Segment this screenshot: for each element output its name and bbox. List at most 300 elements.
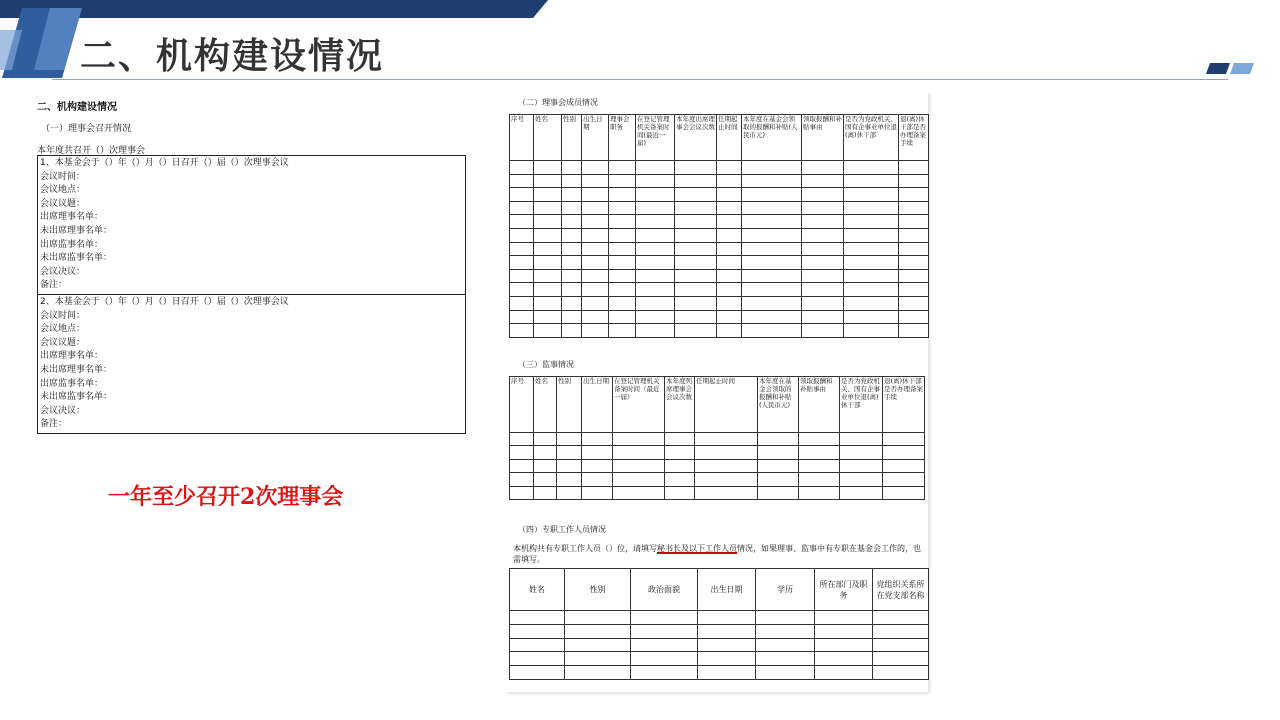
column-header: 本年度在基金会领取的报酬和补贴(人民币元) [758,377,799,433]
blank-cell[interactable] [510,310,534,324]
column-header: 退(离)休干部是否办理备案手续 [883,377,925,433]
blank-cell[interactable] [534,215,562,229]
blank-cell[interactable] [802,215,844,229]
blank-cell[interactable] [636,242,675,256]
blank-cell[interactable] [510,638,565,652]
blank-cell[interactable] [840,473,883,486]
blank-cell[interactable] [636,310,675,324]
blank-cell[interactable] [717,269,742,283]
blank-cell[interactable] [636,174,675,188]
table-row [510,624,929,638]
blank-cell[interactable] [899,256,929,270]
table-row [510,446,925,459]
blank-cell[interactable] [758,473,799,486]
blank-cell[interactable] [534,161,562,175]
column-header: 序号 [510,377,534,433]
blank-cell[interactable] [609,161,636,175]
blank-cell[interactable] [873,652,929,666]
meeting-record [38,156,465,295]
blank-cell[interactable] [844,269,899,283]
blank-cell[interactable] [562,228,582,242]
blank-cell[interactable] [698,638,756,652]
blank-cell[interactable] [510,201,534,215]
blank-cell[interactable] [510,666,565,680]
blank-cell[interactable] [899,296,929,310]
blank-cell[interactable] [582,161,609,175]
blank-cell[interactable] [609,174,636,188]
blank-cell[interactable] [717,310,742,324]
blank-cell[interactable] [534,459,557,472]
blank-cell[interactable] [510,283,534,297]
column-header: 姓名 [534,115,562,161]
blank-cell[interactable] [756,666,815,680]
blank-cell[interactable] [613,446,665,459]
blank-cell[interactable] [717,296,742,310]
blank-cell[interactable] [534,296,562,310]
blank-cell[interactable] [695,446,758,459]
blank-cell[interactable] [534,324,562,338]
blank-cell[interactable] [534,188,562,202]
blank-cell[interactable] [636,215,675,229]
blank-cell[interactable] [698,666,756,680]
blank-cell[interactable] [802,256,844,270]
blank-cell[interactable] [510,433,534,446]
blank-cell[interactable] [758,433,799,446]
blank-cell[interactable] [742,201,802,215]
blank-cell[interactable] [609,310,636,324]
blank-cell[interactable] [609,228,636,242]
blank-cell[interactable] [758,486,799,499]
blank-cell[interactable] [534,242,562,256]
column-header: 是否为党政机关、国有企事业单位退(离)休干部 [844,115,899,161]
blank-cell[interactable] [562,324,582,338]
blank-cell[interactable] [899,324,929,338]
blank-cell[interactable] [565,638,631,652]
blank-cell[interactable] [802,310,844,324]
blank-cell[interactable] [613,459,665,472]
blank-cell[interactable] [717,215,742,229]
blank-cell[interactable] [562,215,582,229]
blank-cell[interactable] [510,446,534,459]
blank-cell[interactable] [631,652,698,666]
blank-cell[interactable] [510,215,534,229]
column-header: 在登记管理机关备案时间(最近一届) [636,115,675,161]
blank-cell[interactable] [899,269,929,283]
staff-table [509,568,929,680]
blank-cell[interactable] [534,269,562,283]
blank-cell[interactable] [510,188,534,202]
blank-cell[interactable] [899,242,929,256]
blank-cell[interactable] [756,652,815,666]
meeting-field-label: 未出席监事名单： [40,392,113,403]
title-divider [52,79,1228,80]
blank-cell[interactable] [717,283,742,297]
meeting-title: 1、本基金会于（）年（）月（）日召开（）届（）次理事会议 [40,158,289,168]
section4-title: （四）专职工作人员情况 [518,525,606,534]
blank-cell[interactable] [844,188,899,202]
blank-cell[interactable] [636,228,675,242]
table-row [510,296,929,310]
meeting-field-label: 会议地点： [40,185,86,196]
blank-cell[interactable] [609,269,636,283]
blank-cell[interactable] [510,624,565,638]
table-row [510,174,929,188]
blank-cell[interactable] [883,486,925,499]
blank-cell[interactable] [899,188,929,202]
blank-cell[interactable] [899,228,929,242]
blank-cell[interactable] [698,624,756,638]
meeting-count-line: 本年度共召开（）次理事会 [37,146,146,156]
blank-cell[interactable] [758,446,799,459]
blank-cell[interactable] [758,459,799,472]
blank-cell[interactable] [844,161,899,175]
blank-cell[interactable] [582,473,613,486]
blank-cell[interactable] [582,256,609,270]
meeting-box [37,155,466,434]
blank-cell[interactable] [510,161,534,175]
table-row [510,256,929,270]
blank-cell[interactable] [562,296,582,310]
column-header: 党组织关系所在党支部名称 [873,569,929,611]
table-row [510,269,929,283]
blank-cell[interactable] [844,201,899,215]
column-header: 领取报酬和补贴事由 [799,377,840,433]
blank-cell[interactable] [815,638,873,652]
blank-cell[interactable] [675,310,717,324]
meeting-record [38,295,465,433]
meeting-field-label: 会议决议： [40,405,86,416]
blank-cell[interactable] [534,256,562,270]
column-header: 序号 [510,115,534,161]
blank-cell[interactable] [636,269,675,283]
blank-cell[interactable] [675,188,717,202]
blank-cell[interactable] [562,310,582,324]
blank-cell[interactable] [565,611,631,625]
blank-cell[interactable] [582,188,609,202]
blank-cell[interactable] [582,283,609,297]
blank-cell[interactable] [534,283,562,297]
blank-cell[interactable] [717,324,742,338]
table-row [510,188,929,202]
blank-cell[interactable] [883,459,925,472]
blank-cell[interactable] [510,269,534,283]
blank-cell[interactable] [534,473,557,486]
blank-cell[interactable] [742,188,802,202]
blank-cell[interactable] [844,324,899,338]
blank-cell[interactable] [844,310,899,324]
blank-cell[interactable] [565,652,631,666]
blank-cell[interactable] [534,446,557,459]
blank-cell[interactable] [510,324,534,338]
meeting-field-label: 会议地点： [40,324,86,335]
meeting-field-label: 会议决议： [40,266,86,277]
blank-cell[interactable] [899,201,929,215]
meeting-field-label: 出席理事名单： [40,351,104,362]
blank-cell[interactable] [510,256,534,270]
blank-cell[interactable] [636,188,675,202]
table-row [510,638,929,652]
blank-cell[interactable] [582,324,609,338]
blank-cell[interactable] [844,283,899,297]
blank-cell[interactable] [534,174,562,188]
blank-cell[interactable] [802,188,844,202]
blank-cell[interactable] [665,446,695,459]
blank-cell[interactable] [883,446,925,459]
blank-cell[interactable] [510,296,534,310]
blank-cell[interactable] [698,611,756,625]
form-subheading: （一）理事会召开情况 [41,124,132,134]
blank-cell[interactable] [510,242,534,256]
meeting-field-label: 出席监事名单： [40,378,104,389]
blank-cell[interactable] [609,201,636,215]
blank-cell[interactable] [756,638,815,652]
table-row [510,652,929,666]
blank-cell[interactable] [582,242,609,256]
blank-cell[interactable] [742,215,802,229]
blank-cell[interactable] [636,324,675,338]
blank-cell[interactable] [534,228,562,242]
blank-cell[interactable] [557,473,582,486]
blank-cell[interactable] [562,283,582,297]
blank-cell[interactable] [815,624,873,638]
blank-cell[interactable] [582,310,609,324]
meeting-field-label: 会议议题： [40,198,86,209]
blank-cell[interactable] [534,486,557,499]
blank-cell[interactable] [802,228,844,242]
blank-cell[interactable] [802,242,844,256]
blank-cell[interactable] [675,283,717,297]
blank-cell[interactable] [802,283,844,297]
blank-cell[interactable] [873,666,929,680]
blank-cell[interactable] [557,486,582,499]
blank-cell[interactable] [742,161,802,175]
blank-cell[interactable] [675,201,717,215]
blank-cell[interactable] [557,446,582,459]
blank-cell[interactable] [742,256,802,270]
blank-cell[interactable] [534,201,562,215]
blank-cell[interactable] [717,161,742,175]
blank-cell[interactable] [510,228,534,242]
blank-cell[interactable] [562,242,582,256]
blank-cell[interactable] [582,446,613,459]
blank-cell[interactable] [815,666,873,680]
blank-cell[interactable] [844,215,899,229]
blank-cell[interactable] [534,310,562,324]
column-header: 任期起止时间 [717,115,742,161]
blank-cell[interactable] [582,433,613,446]
table-row [510,486,925,499]
blank-cell[interactable] [565,666,631,680]
blank-cell[interactable] [742,283,802,297]
blank-cell[interactable] [665,459,695,472]
table-row [510,161,929,175]
blank-cell[interactable] [510,652,565,666]
blank-cell[interactable] [815,652,873,666]
section3-title: （三）监事情况 [518,360,574,369]
blank-cell[interactable] [510,459,534,472]
blank-cell[interactable] [899,174,929,188]
blank-cell[interactable] [756,611,815,625]
form-page [505,92,928,692]
blank-cell[interactable] [844,174,899,188]
blank-cell[interactable] [675,228,717,242]
column-header: 退(离)休干部是否办理备案手续 [899,115,929,161]
column-header: 性别 [565,569,631,611]
blank-cell[interactable] [582,269,609,283]
blank-cell[interactable] [883,433,925,446]
blank-cell[interactable] [613,486,665,499]
blank-cell[interactable] [675,161,717,175]
blank-cell[interactable] [562,174,582,188]
blank-cell[interactable] [636,256,675,270]
blank-cell[interactable] [742,228,802,242]
blank-cell[interactable] [840,433,883,446]
blank-cell[interactable] [899,310,929,324]
table-row [510,215,929,229]
blank-cell[interactable] [582,486,613,499]
blank-cell[interactable] [883,473,925,486]
blank-cell[interactable] [609,188,636,202]
blank-cell[interactable] [695,473,758,486]
blank-cell[interactable] [582,296,609,310]
blank-cell[interactable] [562,161,582,175]
blank-cell[interactable] [717,228,742,242]
blank-cell[interactable] [636,296,675,310]
blank-cell[interactable] [665,433,695,446]
blank-cell[interactable] [675,269,717,283]
column-header: 理事会职务 [609,115,636,161]
blank-cell[interactable] [802,324,844,338]
blank-cell[interactable] [565,624,631,638]
blank-cell[interactable] [665,486,695,499]
blank-cell[interactable] [742,296,802,310]
blank-cell[interactable] [844,256,899,270]
blank-cell[interactable] [613,433,665,446]
blank-cell[interactable] [609,256,636,270]
column-header: 所在部门及职务 [815,569,873,611]
blank-cell[interactable] [582,228,609,242]
blank-cell[interactable] [631,611,698,625]
blank-cell[interactable] [665,473,695,486]
blank-cell[interactable] [695,459,758,472]
blank-cell[interactable] [802,161,844,175]
blank-cell[interactable] [609,242,636,256]
blank-cell[interactable] [562,269,582,283]
blank-cell[interactable] [675,256,717,270]
blank-cell[interactable] [799,459,840,472]
column-header: 出生日期 [582,115,609,161]
blank-cell[interactable] [675,215,717,229]
blank-cell[interactable] [534,433,557,446]
blank-cell[interactable] [609,215,636,229]
blank-cell[interactable] [562,256,582,270]
blank-cell[interactable] [802,201,844,215]
blank-cell[interactable] [799,446,840,459]
blank-cell[interactable] [873,638,929,652]
blank-cell[interactable] [582,215,609,229]
blank-cell[interactable] [802,269,844,283]
blank-cell[interactable] [840,486,883,499]
blank-cell[interactable] [698,652,756,666]
blank-cell[interactable] [695,486,758,499]
blank-cell[interactable] [510,486,534,499]
column-header: 姓名 [510,569,565,611]
blank-cell[interactable] [840,446,883,459]
blank-cell[interactable] [675,324,717,338]
column-header: 任期起止时间 [695,377,758,433]
blank-cell[interactable] [695,433,758,446]
blank-cell[interactable] [636,201,675,215]
blank-cell[interactable] [873,624,929,638]
blank-cell[interactable] [510,611,565,625]
column-header: 本年度在基金会领取的报酬和补贴(人民币元) [742,115,802,161]
blank-cell[interactable] [675,174,717,188]
blank-cell[interactable] [636,161,675,175]
blank-cell[interactable] [562,201,582,215]
blank-cell[interactable] [609,324,636,338]
blank-cell[interactable] [840,459,883,472]
blank-cell[interactable] [742,242,802,256]
blank-cell[interactable] [717,201,742,215]
blank-cell[interactable] [717,174,742,188]
blank-cell[interactable] [562,188,582,202]
blank-cell[interactable] [742,310,802,324]
table-row [510,666,929,680]
blank-cell[interactable] [717,188,742,202]
meeting-field-label: 会议时间： [40,310,86,321]
blank-cell[interactable] [675,242,717,256]
blank-cell[interactable] [631,624,698,638]
blank-cell[interactable] [557,433,582,446]
blank-cell[interactable] [631,666,698,680]
blank-cell[interactable] [799,433,840,446]
blank-cell[interactable] [582,201,609,215]
blank-cell[interactable] [899,283,929,297]
blank-cell[interactable] [802,174,844,188]
blank-cell[interactable] [582,174,609,188]
blank-cell[interactable] [742,324,802,338]
blank-cell[interactable] [717,256,742,270]
column-header: 政治面貌 [631,569,698,611]
blank-cell[interactable] [899,215,929,229]
blank-cell[interactable] [742,269,802,283]
blank-cell[interactable] [899,161,929,175]
blank-cell[interactable] [815,611,873,625]
blank-cell[interactable] [675,296,717,310]
blank-cell[interactable] [873,611,929,625]
blank-cell[interactable] [802,296,844,310]
blank-cell[interactable] [844,242,899,256]
blank-cell[interactable] [609,283,636,297]
blank-cell[interactable] [609,296,636,310]
blank-cell[interactable] [557,459,582,472]
blank-cell[interactable] [799,486,840,499]
table-row [510,242,929,256]
blank-cell[interactable] [742,174,802,188]
blank-cell[interactable] [717,242,742,256]
blank-cell[interactable] [844,228,899,242]
blank-cell[interactable] [613,473,665,486]
blank-cell[interactable] [844,296,899,310]
blank-cell[interactable] [799,473,840,486]
blank-cell[interactable] [510,473,534,486]
blank-cell[interactable] [582,459,613,472]
blank-cell[interactable] [756,624,815,638]
blank-cell[interactable] [510,174,534,188]
blank-cell[interactable] [636,283,675,297]
blank-cell[interactable] [631,638,698,652]
board-members-table [509,114,929,338]
